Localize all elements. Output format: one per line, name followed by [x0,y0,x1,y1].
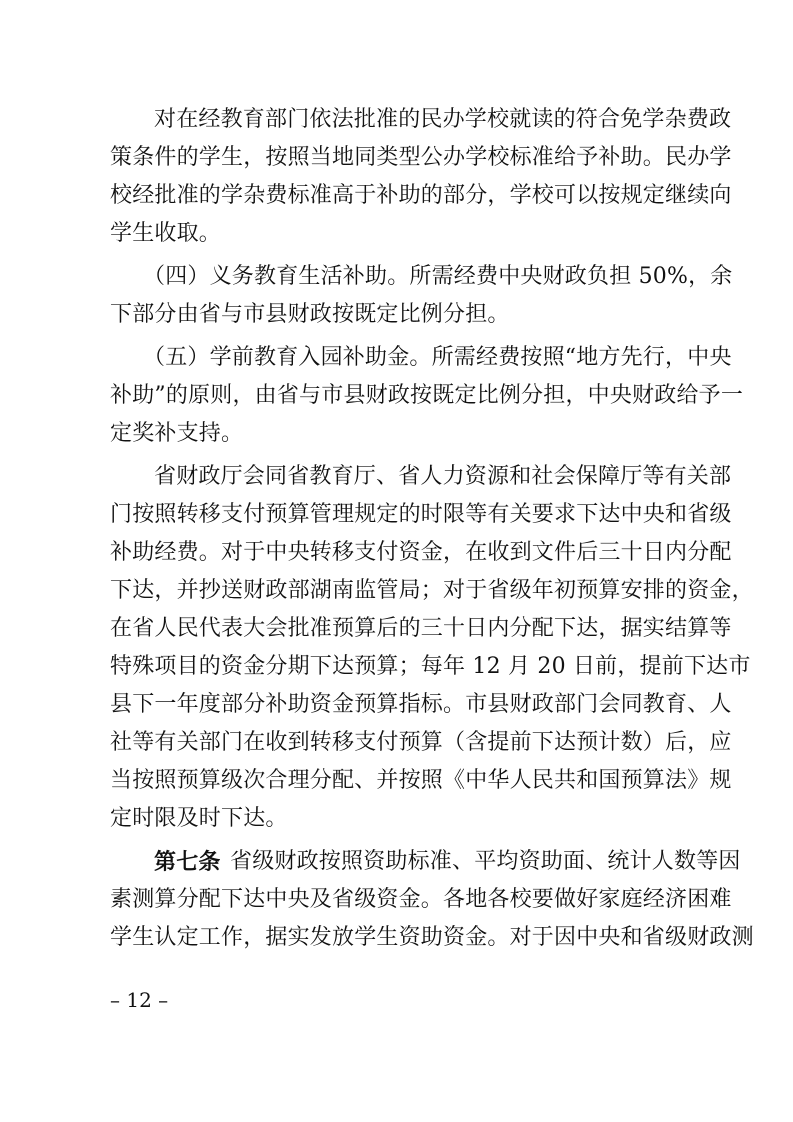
text-line: 策条件的学生，按照当地同类型公办学校标准给予补助。民办学 [110,145,732,170]
text-line: 特殊项目的资金分期下达预算；每年 12 月 20 日前，提前下达市 [110,654,751,679]
text-line: 门按照转移支付预算管理规定的时限等有关要求下达中央和省级 [110,502,732,527]
text-line: 素测算分配下达中央及省级资金。各地各校要做好家庭经济困难 [110,887,732,912]
text-line: 下达，并抄送财政部湖南监管局；对于省级年初预算安排的资金， [110,578,754,603]
text-line: 校经批准的学杂费标准高于补助的部分，学校可以按规定继续向 [110,183,732,208]
text-line: 在省人民代表大会批准预算后的三十日内分配下达，据实结算等 [110,616,732,641]
text-line: 社等有关部门在收到转移支付预算（含提前下达预计数）后，应 [110,730,732,755]
text-line: （五）学前教育入园补助金。所需经费按照“地方先行，中央 [143,345,732,370]
article-label: 第七条 [154,849,221,875]
text-line: 学生认定工作，据实发放学生资助资金。对于因中央和省级财政测 [110,925,754,950]
text-line: 县下一年度部分补助资金预算指标。市县财政部门会同教育、人 [110,692,732,717]
page-number: – 12 – [110,988,169,1012]
text-line: 补助经费。对于中央转移支付资金，在收到文件后三十日内分配 [110,540,732,565]
text-line: 省财政厅会同省教育厅、省人力资源和社会保障厅等有关部 [154,464,732,489]
text-line: 定奖补支持。 [110,421,244,446]
text-line: 定时限及时下达。 [110,806,288,831]
text-line: 当按照预算级次合理分配、并按照《中华人民共和国预算法》规 [110,768,732,793]
text-line: 省级财政按照资助标准、平均资助面、统计人数等因 [230,849,741,874]
text-line: 学生收取。 [110,221,222,246]
text-line: 补助”的原则，由省与市县财政按既定比例分担，中央财政给予一 [110,383,744,408]
text-line: （四）义务教育生活补助。所需经费中央财政负担 50%，余 [143,264,733,289]
text-line: 对在经教育部门依法批准的民办学校就读的符合免学杂费政 [154,107,732,132]
text-line: 下部分由省与市县财政按既定比例分担。 [110,302,510,327]
